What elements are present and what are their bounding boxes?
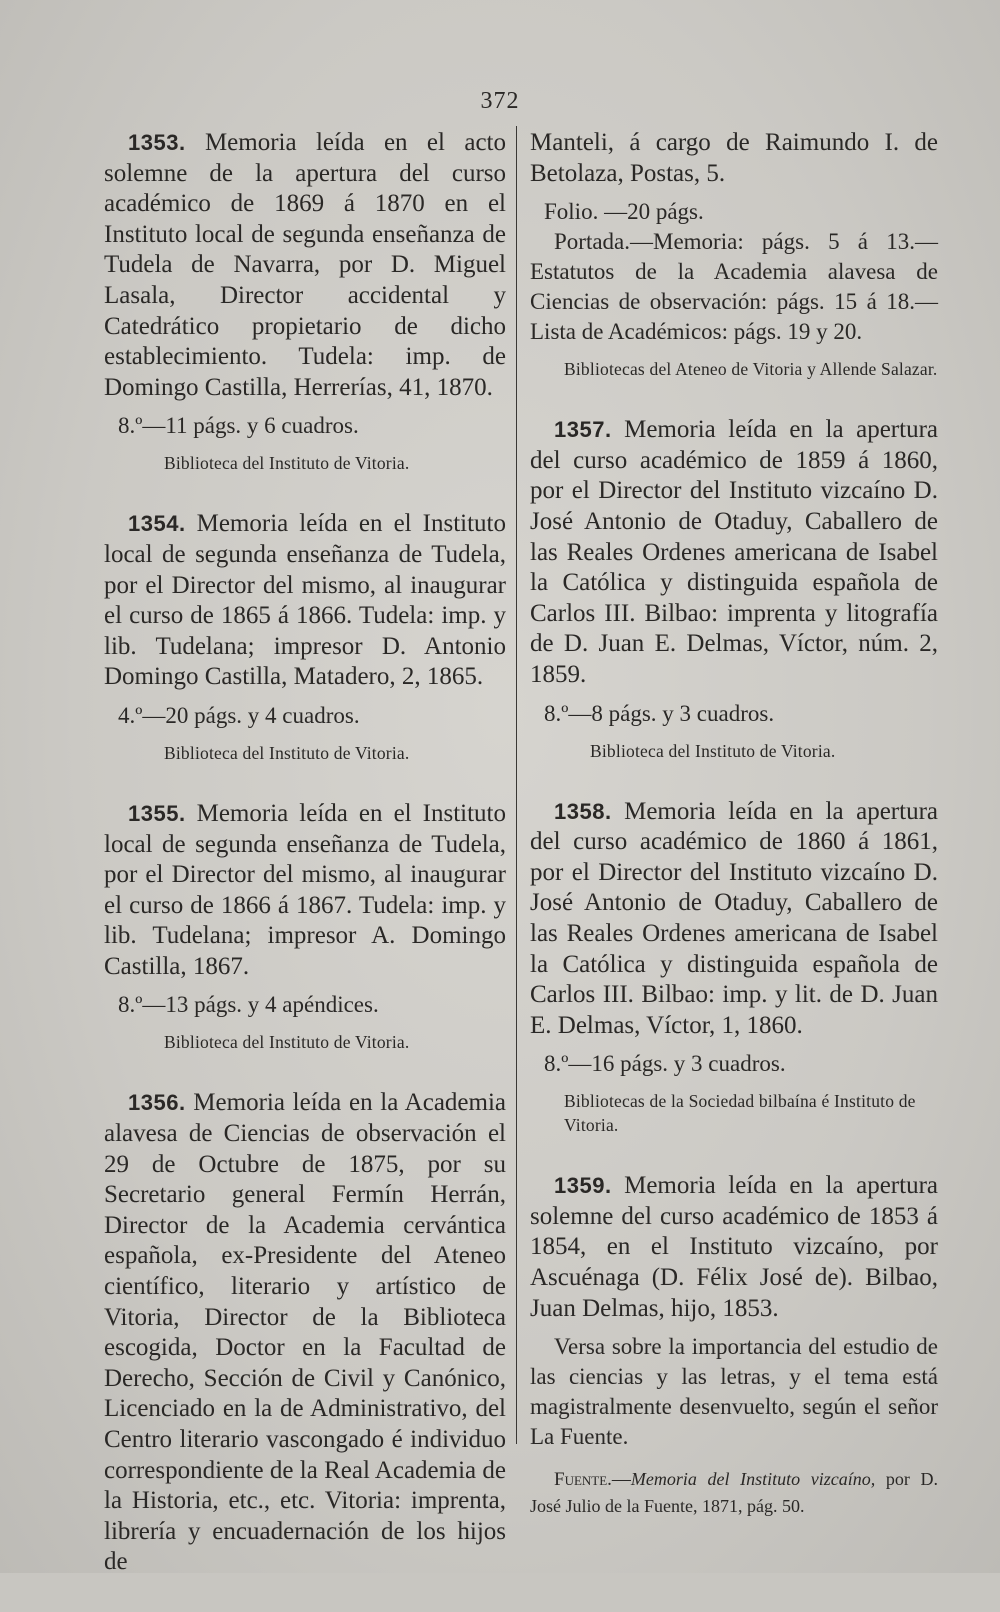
entry-number: 1357. xyxy=(554,417,612,443)
entry-text xyxy=(104,799,506,983)
entry-body: Memoria leída en la apertura del curso académico de 1860 á 1861, por el Director del Instituto vizcaíno D. José Antonio de Otaduy, Caballero de las Reales Ordenes americana de Isabel la Católica y distinguida española de Carlos III. Bilbao: imp. y lit. de D. Juan E. Delmas, Víctor, 1, 1860. xyxy=(530,797,939,1039)
entry-number: 1353. xyxy=(128,130,186,155)
entry-text xyxy=(104,509,506,693)
entry-number: 1359. xyxy=(554,1173,612,1199)
entry-text xyxy=(530,1171,938,1324)
entry-body: Memoria leída en la apertura solemne del curso académico de 1853 á 1854, en el Instituto vizcaíno, por Ascuénaga (D. Félix José de). Bilbao, Juan Delmas, hijo, 1853. xyxy=(530,1172,939,1322)
entry-contents: Portada.—Memoria: págs. 5 á 13.—Estatutos de la Academia alavesa de Ciencias de observación: págs. 15 á 18.—Lista de Académicos: págs. 19 y 20. xyxy=(530,229,938,345)
entry-description: 8.º—16 págs. y 3 cuadros. xyxy=(544,1051,786,1077)
source-label: Fuente.— xyxy=(554,1469,631,1491)
library-note: Biblioteca del Instituto de Vitoria. xyxy=(164,742,410,763)
entry-number: 1355. xyxy=(128,800,186,826)
entry-1355 xyxy=(104,799,506,1055)
entry-1357 xyxy=(530,415,938,762)
entry-text xyxy=(530,415,938,690)
entry-description: 8.º—13 págs. y 4 apéndices. xyxy=(118,992,379,1018)
entry-note: Versa sobre la importancia del estudio de las ciencias y las letras, y el tema está magistralmente desenvuelto, según el señor La Fuente. xyxy=(530,1334,938,1450)
entry-1354 xyxy=(104,509,506,765)
source-details: por D. José Julio de la Fuente, 1871, pág. 50. xyxy=(530,1469,939,1517)
entry-body: Memoria leída en la Academia alavesa de Ciencias de observación el 29 de Octubre de 1875, por su Secretario general Fermín Herrán, Director de la Academia cervántica española, ex-Presidente del Ateneo científico, literario y artístico de Vitoria, Director de la Biblioteca escogida, Doctor en la Facultad de Derecho, Sección de Civil y Canónico, Licenciado en la de Administrativo, del Centro literario vascongado é individuo correspondiente de la Real Academia de la Historia, etc., etc. Vitoria: imprenta, librería y encuadernación de los hijos de xyxy=(104,1089,507,1576)
entry-number: 1358. xyxy=(554,798,612,824)
entry-description: Folio. —20 págs. xyxy=(544,199,704,225)
library-note: Biblioteca del Instituto de Vitoria. xyxy=(164,453,410,474)
entry-1358 xyxy=(530,797,938,1138)
entry-1353 xyxy=(104,128,506,475)
entry-number: 1356. xyxy=(128,1090,186,1116)
library-note: Biblioteca del Instituto de Vitoria. xyxy=(164,1032,410,1053)
entry-1359 xyxy=(530,1171,938,1520)
library-note: Bibliotecas de la Sociedad bilbaína é Instituto de Vitoria. xyxy=(564,1091,916,1136)
entry-body: Memoria leída en el Instituto local de segunda enseñanza de Tudela, por el Director del mismo, al inaugurar el curso de 1866 á 1867. Tudela: imp. y lib. Tudelana; impresor A. Domingo Castilla, 1867. xyxy=(104,799,506,980)
entry-description: 8.º—11 págs. y 6 cuadros. xyxy=(118,413,359,439)
entry-description: 4.º—20 págs. y 4 cuadros. xyxy=(118,702,360,728)
entry-body: Memoria leída en el Instituto local de segunda enseñanza de Tudela, por el Director del mismo, al inaugurar el curso de 1865 á 1866. Tudela: imp. y lib. Tudelana; impresor D. Antonio Domingo Castilla, Matadero, 2, 1865. xyxy=(104,510,506,691)
entry-1356-continuation xyxy=(530,128,938,381)
source-note xyxy=(530,1466,938,1520)
library-note: Bibliotecas del Ateneo de Vitoria y Allende Salazar. xyxy=(564,359,938,380)
entry-text xyxy=(530,797,938,1042)
column-divider xyxy=(516,126,517,1444)
left-column xyxy=(104,128,506,1612)
right-column xyxy=(530,128,938,1554)
entry-number: 1354. xyxy=(128,511,186,537)
entry-body: Memoria leída en la apertura del curso académico de 1859 á 1860, por el Director del Instituto vizcaíno D. José Antonio de Otaduy, Caballero de las Reales Ordenes americana de Isabel la Católica y distinguida española de Carlos III. Bilbao: imprenta y litografía de D. Juan E. Delmas, Víctor, núm. 2, 1859. xyxy=(530,416,939,688)
library-note: Biblioteca del Instituto de Vitoria. xyxy=(590,740,836,761)
source-title: Memoria del Instituto vizcaíno, xyxy=(630,1469,876,1490)
entry-body: Memoria leída en el acto solemne de la apertura del curso académico de 1869 á 1870 en el Instituto local de segunda enseñanza de Tudela de Navarra, por D. Miguel Lasala, Director accidental y Catedrático propietario de dicho establecimiento. Tudela: imp. de Domingo Castilla, Herrerías, 41, 1870. xyxy=(104,129,507,401)
entry-1356 xyxy=(104,1088,506,1578)
entry-description: 8.º—8 págs. y 3 cuadros. xyxy=(544,700,775,726)
entry-text: Manteli, á cargo de Raimundo I. de Betolaza, Postas, 5. xyxy=(530,129,938,187)
entry-text xyxy=(104,128,506,403)
entry-text xyxy=(104,1088,506,1578)
page-number: 372 xyxy=(480,88,520,114)
